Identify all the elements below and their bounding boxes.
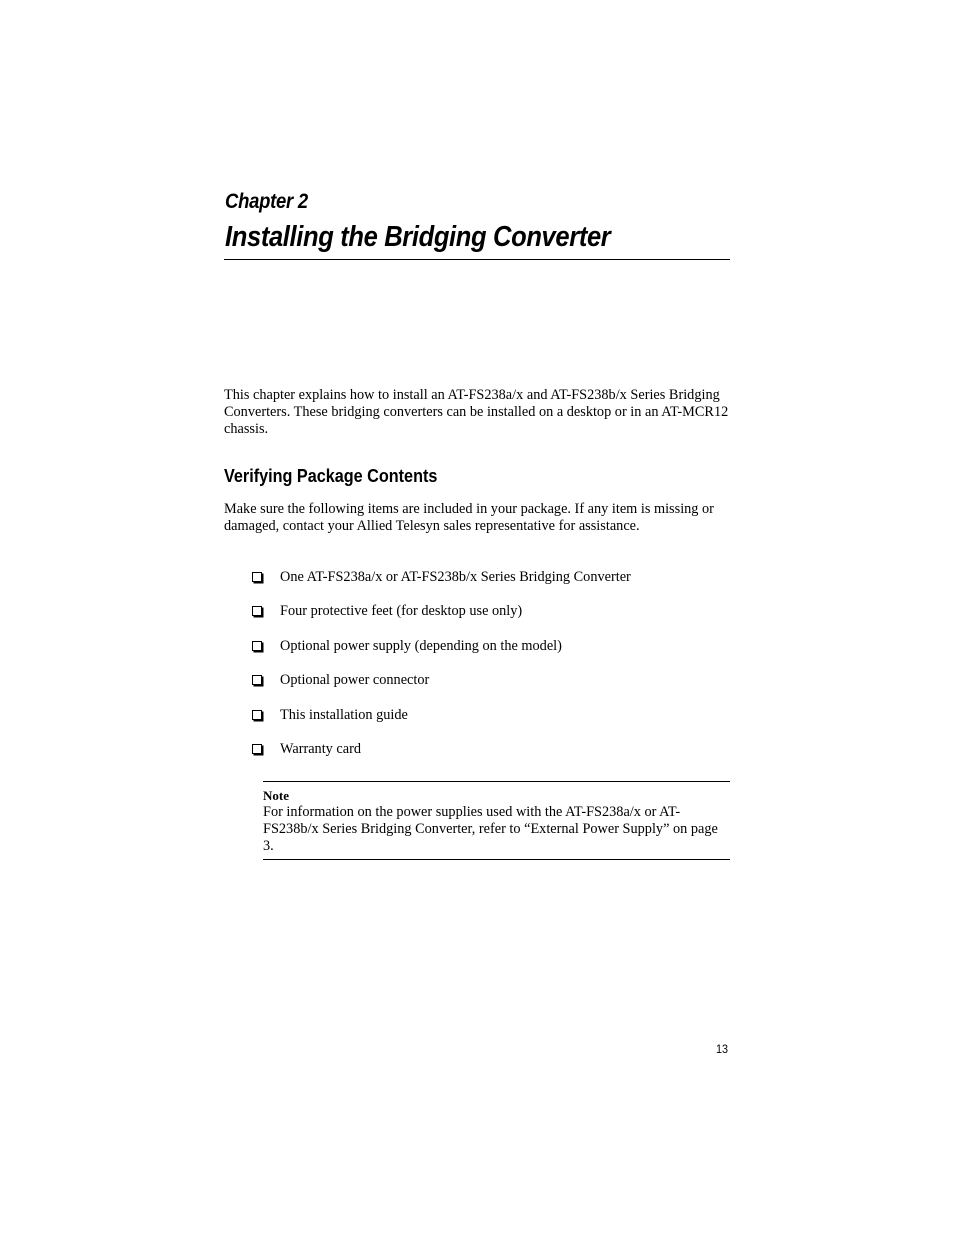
chapter-label: Chapter 2 <box>225 190 308 213</box>
checkbox-icon <box>252 675 262 685</box>
checklist-item-text: Optional power supply (depending on the model) <box>280 637 562 654</box>
section-heading: Verifying Package Contents <box>224 466 438 486</box>
section-lead-paragraph: Make sure the following items are included in your package. If any item is missing or damaged, contact your Allied Telesyn sales representative for assistance. <box>224 501 714 534</box>
note-box <box>263 781 730 860</box>
checkbox-icon <box>252 572 262 582</box>
checklist-item-text: One AT-FS238a/x or AT-FS238b/x Series Bridging Converter <box>280 569 631 585</box>
title-rule <box>224 259 730 260</box>
checklist-item-text: Warranty card <box>280 740 362 757</box>
note-text: For information on the power supplies used with the AT-FS238a/x or AT-FS238b/x Series Bridging Converter, refer to “External Power Supply” on page 3. <box>263 804 718 854</box>
checklist-item-text: This installation guide <box>280 706 408 723</box>
chapter-title: Installing the Bridging Converter <box>225 221 611 253</box>
checklist-item-text: Optional power connector <box>280 672 430 689</box>
checklist-item-text: Four protective feet (for desktop use only) <box>280 603 523 620</box>
checkbox-icon <box>252 710 262 720</box>
note-label: Note <box>263 788 289 803</box>
checkbox-icon <box>252 606 262 616</box>
intro-paragraph: This chapter explains how to install an AT-FS238a/x and AT-FS238b/x Series Bridging Converters. These bridging converters can be installed on a desktop or in an AT-MCR12 chassis. <box>224 387 729 437</box>
page-number: 13 <box>716 1042 729 1056</box>
checkbox-icon <box>252 641 262 651</box>
checkbox-icon <box>252 744 262 754</box>
